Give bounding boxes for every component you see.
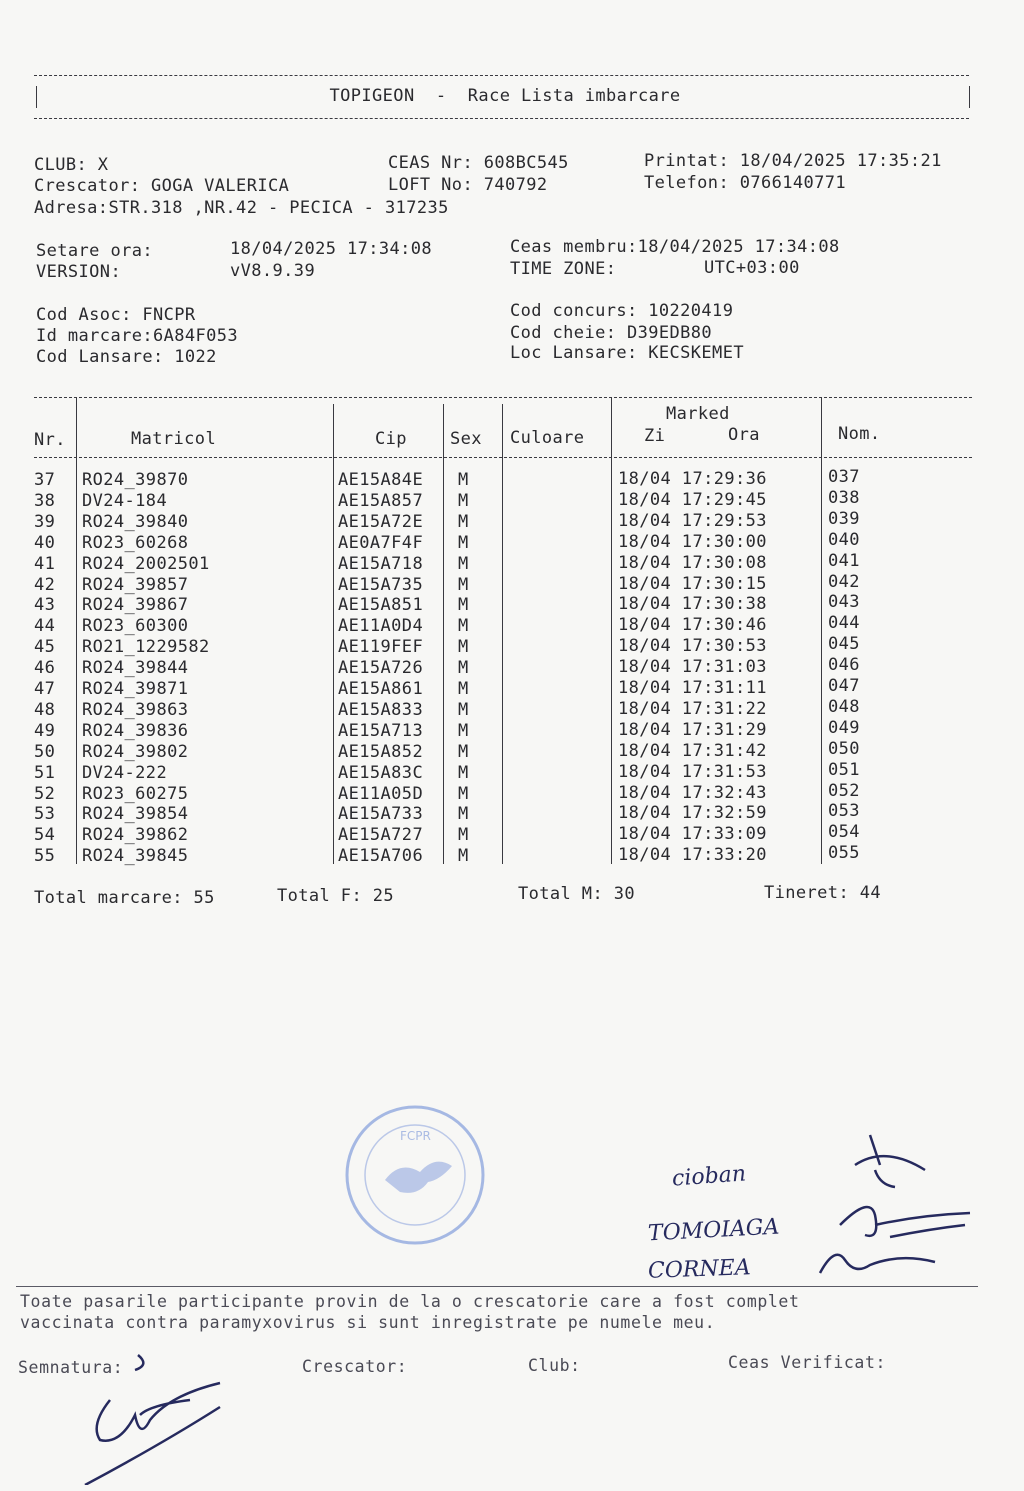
row-matricol: RO24_39867 xyxy=(82,595,189,616)
handwritten-signatures xyxy=(800,1125,980,1285)
row-sex: M xyxy=(458,720,469,741)
row-nom: 048 xyxy=(828,696,860,717)
row-cip: AE15A72E xyxy=(338,511,424,532)
row-cip: AE15A713 xyxy=(338,720,424,741)
row-marked-time: 18/04 17:30:53 xyxy=(618,636,767,657)
row-sex: M xyxy=(458,741,469,762)
header-nr: Nr. xyxy=(34,430,66,450)
time-zone-label: TIME ZONE: xyxy=(510,259,617,279)
header-sex: Sex xyxy=(450,429,482,449)
row-matricol: RO24_39863 xyxy=(82,699,189,720)
row-cip: AE15A726 xyxy=(338,658,424,679)
cod-cheie-field: Cod cheie: D39EDB80 xyxy=(510,323,713,343)
row-nr: 42 xyxy=(34,574,56,595)
handwritten-name-2: TOMOIAGA xyxy=(647,1214,780,1247)
row-matricol: RO24_39870 xyxy=(82,470,189,490)
row-nr: 40 xyxy=(34,532,56,553)
row-marked-time: 18/04 17:33:20 xyxy=(618,845,767,866)
id-marcare-field: Id marcare:6A84F053 xyxy=(36,326,239,346)
row-cip: AE15A84E xyxy=(338,470,424,490)
row-sex: M xyxy=(458,762,469,783)
row-nom: 054 xyxy=(828,822,860,843)
printat-field: Printat: 18/04/2025 17:35:21 xyxy=(644,151,942,171)
row-nom: 049 xyxy=(828,717,860,738)
handwritten-name-3: CORNEA xyxy=(647,1255,752,1284)
owner-signature xyxy=(80,1345,260,1485)
loc-lansare-field: Loc Lansare: KECSKEMET xyxy=(510,343,744,363)
page-title xyxy=(0,86,1010,106)
row-marked-time: 18/04 17:30:08 xyxy=(618,552,767,573)
stamp-label: FCPR xyxy=(400,1129,431,1143)
row-sex: M xyxy=(458,679,469,699)
row-marked-time: 18/04 17:31:53 xyxy=(618,761,767,782)
row-sex: M xyxy=(458,658,469,679)
declaration-line-2: vaccinata contra paramyxovirus si sunt inregistrate pe numele meu. xyxy=(20,1313,716,1332)
row-sex: M xyxy=(458,825,469,846)
tineret: Tineret: 44 xyxy=(764,883,881,903)
table-header-rule xyxy=(34,457,972,458)
report-title: Race Lista imbarcare xyxy=(467,86,681,106)
row-nom: 050 xyxy=(828,738,860,759)
row-sex: M xyxy=(458,637,469,658)
row-matricol: RO24_39836 xyxy=(82,720,189,741)
row-nr: 43 xyxy=(34,595,56,616)
row-nom: 037 xyxy=(828,467,860,487)
club-field: CLUB: X xyxy=(34,155,109,175)
row-nom: 042 xyxy=(828,571,860,592)
row-marked-time: 18/04 17:30:38 xyxy=(618,594,767,615)
row-sex: M xyxy=(458,490,469,511)
row-nr: 52 xyxy=(34,783,56,804)
row-nr: 45 xyxy=(34,637,56,658)
row-matricol: RO24_39845 xyxy=(82,846,189,867)
crescator-field: Crescator: GOGA VALERICA xyxy=(34,176,290,196)
row-matricol: RO24_39802 xyxy=(82,741,189,762)
row-marked-time: 18/04 17:30:46 xyxy=(618,615,767,636)
total-f: Total F: 25 xyxy=(277,886,394,906)
row-marked-time: 18/04 17:30:00 xyxy=(618,531,767,552)
row-sex: M xyxy=(458,699,469,720)
row-matricol: RO24_39871 xyxy=(82,679,189,699)
row-nom: 045 xyxy=(828,634,860,655)
ceas-nr-field: CEAS Nr: 608BC545 xyxy=(388,153,569,173)
header-nom: Nom. xyxy=(838,424,881,444)
row-marked-time: 18/04 17:30:15 xyxy=(618,573,767,594)
header-zi: Zi xyxy=(644,426,666,446)
row-sex: M xyxy=(458,595,469,616)
header-matricol: Matricol xyxy=(131,429,217,449)
col-divider xyxy=(443,404,444,864)
row-nom: 055 xyxy=(828,843,860,864)
declaration-rule xyxy=(16,1286,978,1287)
col-divider xyxy=(76,398,77,864)
row-marked-time: 18/04 17:29:45 xyxy=(618,489,767,510)
row-sex: M xyxy=(458,804,469,825)
row-nr: 38 xyxy=(34,490,56,511)
row-matricol: DV24-184 xyxy=(82,490,168,511)
row-marked-time: 18/04 17:31:11 xyxy=(618,678,767,698)
row-nom: 052 xyxy=(828,780,860,801)
club-stamp xyxy=(340,1100,490,1250)
row-sex: M xyxy=(458,470,469,490)
row-sex: M xyxy=(458,783,469,804)
row-matricol: RO21_1229582 xyxy=(82,637,210,658)
row-matricol: RO23_60275 xyxy=(82,783,189,804)
row-matricol: RO24_39840 xyxy=(82,511,189,532)
row-nr: 54 xyxy=(34,825,56,846)
cod-asoc-field: Cod Asoc: FNCPR xyxy=(36,305,196,325)
row-marked-time: 18/04 17:32:43 xyxy=(618,782,767,803)
row-cip: AE11A0D4 xyxy=(338,616,424,637)
loft-no-field: LOFT No: 740792 xyxy=(388,175,548,195)
setare-ora-value: 18/04/2025 17:34:08 xyxy=(230,239,433,259)
row-cip: AE15A852 xyxy=(338,741,424,762)
row-cip: AE15A735 xyxy=(338,574,424,595)
row-marked-time: 18/04 17:32:59 xyxy=(618,803,767,824)
row-marked-time: 18/04 17:29:53 xyxy=(618,510,767,531)
total-m: Total M: 30 xyxy=(518,884,635,904)
row-nr: 44 xyxy=(34,616,56,637)
total-marcare: Total marcare: 55 xyxy=(34,888,215,908)
row-nr: 49 xyxy=(34,720,56,741)
row-matricol: RO23_60300 xyxy=(82,616,189,637)
row-nr: 48 xyxy=(34,699,56,720)
ceas-membru-field: Ceas membru:18/04/2025 17:34:08 xyxy=(510,237,840,257)
row-marked-time: 18/04 17:31:22 xyxy=(618,698,767,719)
row-cip: AE15A733 xyxy=(338,804,424,825)
row-nr: 55 xyxy=(34,846,56,867)
row-nr: 51 xyxy=(34,762,56,783)
row-nr: 37 xyxy=(34,470,56,490)
row-sex: M xyxy=(458,846,469,867)
header-culoare: Culoare xyxy=(510,428,585,448)
row-cip: AE119FEF xyxy=(338,637,424,658)
header-cip: Cip xyxy=(375,429,407,449)
header-ora: Ora xyxy=(728,425,760,445)
cod-lansare-field: Cod Lansare: 1022 xyxy=(36,347,217,367)
handwritten-name-1: cioban xyxy=(671,1161,747,1192)
title-top-rule xyxy=(34,75,969,76)
row-marked-time: 18/04 17:33:09 xyxy=(618,824,767,845)
declaration-line-1: Toate pasarile participante provin de la o crescatorie care a fost complet xyxy=(20,1292,800,1311)
row-nom: 043 xyxy=(828,592,860,613)
row-cip: AE15A851 xyxy=(338,595,424,616)
adresa-field: Adresa:STR.318 ,NR.42 - PECICA - 317235 xyxy=(34,198,449,218)
row-nom: 046 xyxy=(828,655,860,676)
row-sex: M xyxy=(458,574,469,595)
col-divider xyxy=(333,404,334,864)
row-sex: M xyxy=(458,553,469,574)
col-divider xyxy=(502,404,503,864)
version-label: VERSION: xyxy=(36,262,122,282)
row-nr: 46 xyxy=(34,658,56,679)
row-nom: 038 xyxy=(828,487,860,508)
cod-concurs-field: Cod concurs: 10220419 xyxy=(510,301,734,321)
row-cip: AE15A83C xyxy=(338,762,424,783)
col-divider xyxy=(611,398,612,864)
row-matricol: RO24_39862 xyxy=(82,825,189,846)
row-matricol: RO24_39854 xyxy=(82,804,189,825)
version-value: vV8.9.39 xyxy=(230,261,316,281)
row-nr: 50 xyxy=(34,741,56,762)
time-zone-value: UTC+03:00 xyxy=(704,258,800,278)
row-cip: AE15A718 xyxy=(338,553,424,574)
telefon-field: Telefon: 0766140771 xyxy=(644,173,847,193)
row-nr: 39 xyxy=(34,511,56,532)
header-marked: Marked xyxy=(666,404,730,424)
row-cip: AE15A833 xyxy=(338,699,424,720)
row-sex: M xyxy=(458,532,469,553)
row-matricol: RO24_39844 xyxy=(82,658,189,679)
row-nom: 051 xyxy=(828,759,860,780)
row-cip: AE15A706 xyxy=(338,846,424,867)
app-name: TOPIGEON xyxy=(329,86,415,106)
row-matricol: DV24-222 xyxy=(82,762,168,783)
row-nom: 040 xyxy=(828,529,860,550)
row-nom: 041 xyxy=(828,550,860,571)
row-nr: 41 xyxy=(34,553,56,574)
row-nom: 039 xyxy=(828,508,860,529)
title-bottom-rule xyxy=(34,118,969,119)
row-nom: 047 xyxy=(828,676,860,696)
setare-ora-label: Setare ora: xyxy=(36,241,153,261)
row-nr: 53 xyxy=(34,804,56,825)
row-matricol: RO24_2002501 xyxy=(82,553,210,574)
row-nom: 044 xyxy=(828,613,860,634)
row-nr: 47 xyxy=(34,679,56,699)
row-matricol: RO23_60268 xyxy=(82,532,189,553)
row-cip: AE0A7F4F xyxy=(338,532,424,553)
title-separator: - xyxy=(435,86,447,106)
row-marked-time: 18/04 17:31:03 xyxy=(618,657,767,678)
row-cip: AE15A857 xyxy=(338,490,424,511)
club-signature-label: Club: xyxy=(528,1356,581,1375)
row-cip: AE11A05D xyxy=(338,783,424,804)
row-marked-time: 18/04 17:31:29 xyxy=(618,719,767,740)
ceas-verificat-label: Ceas Verificat: xyxy=(728,1353,887,1372)
semnatura-label: Semnatura: xyxy=(18,1358,124,1377)
row-sex: M xyxy=(458,616,469,637)
row-cip: AE15A861 xyxy=(338,679,424,699)
col-divider xyxy=(821,398,822,864)
row-sex: M xyxy=(458,511,469,532)
row-matricol: RO24_39857 xyxy=(82,574,189,595)
row-nom: 053 xyxy=(828,801,860,822)
row-cip: AE15A727 xyxy=(338,825,424,846)
row-marked-time: 18/04 17:29:36 xyxy=(618,469,767,489)
crescator-signature-label: Crescator: xyxy=(302,1357,408,1376)
table-top-rule xyxy=(34,397,972,398)
row-marked-time: 18/04 17:31:42 xyxy=(618,740,767,761)
